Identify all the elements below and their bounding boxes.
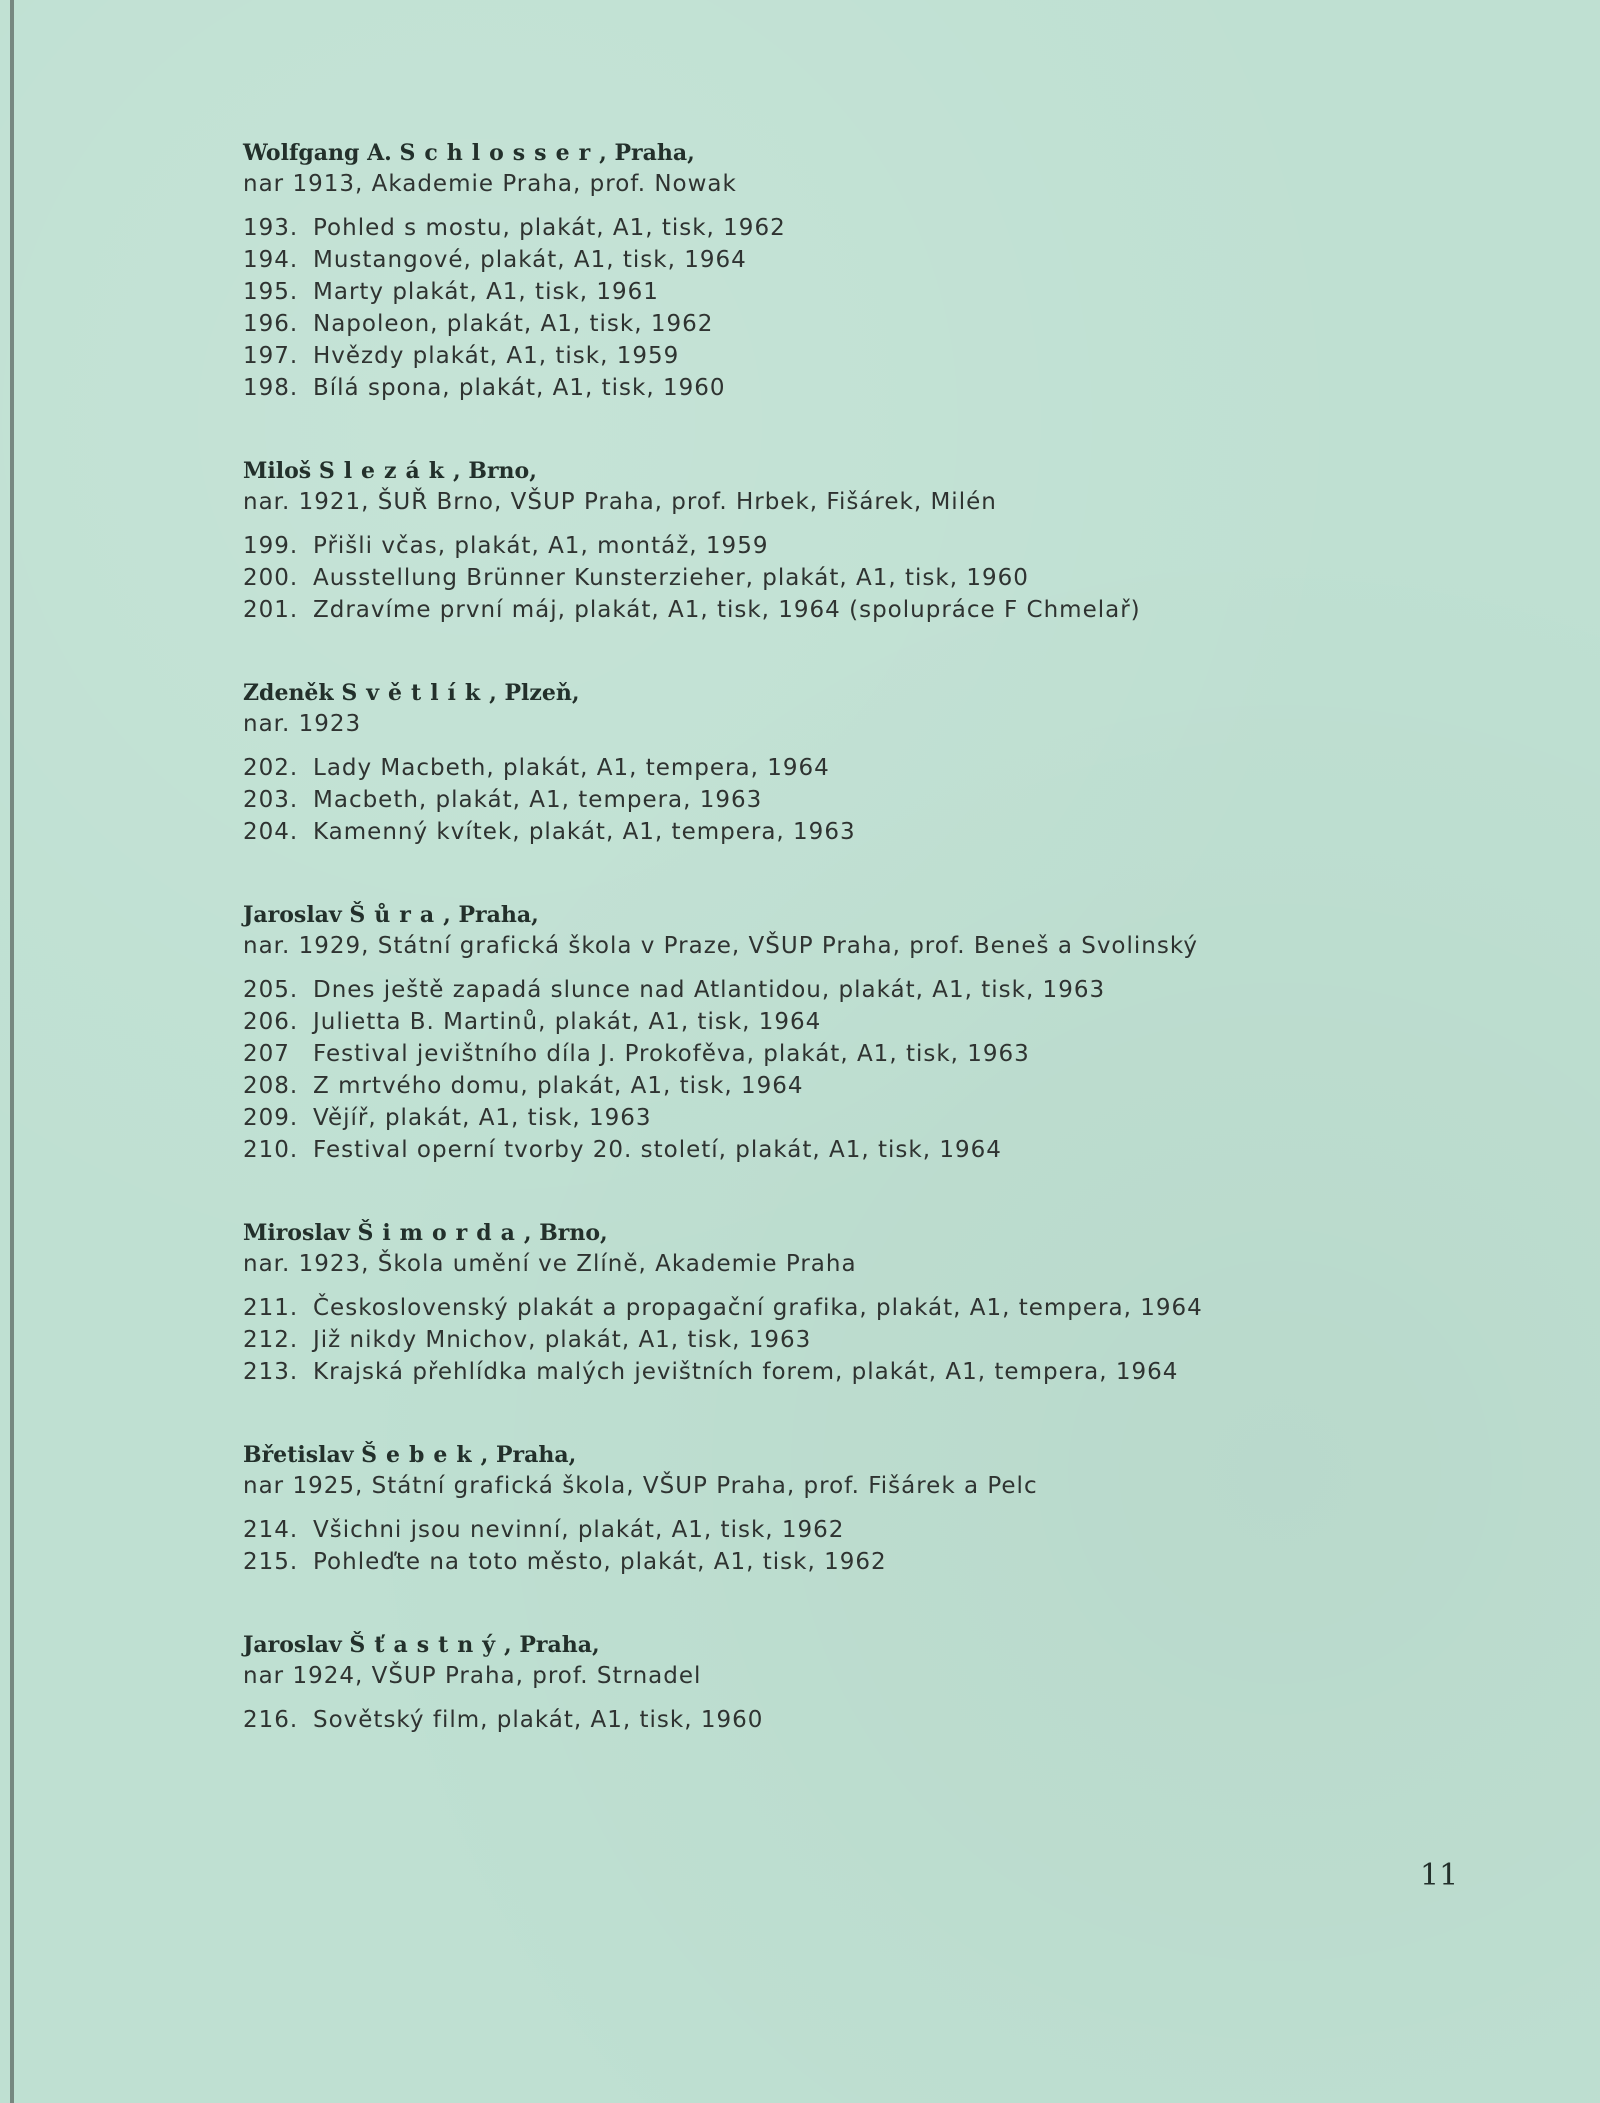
- work-title: Pohleďte na toto město, plakát, A1, tisk, 1962: [313, 1549, 887, 1575]
- work-item: [243, 1102, 1443, 1134]
- work-title: Lady Macbeth, plakát, A1, tempera, 1964: [313, 755, 830, 781]
- artist-name: [243, 678, 1443, 708]
- artist-first-name: Miloš: [243, 458, 312, 484]
- work-item: [243, 244, 1443, 276]
- work-item: [243, 784, 1443, 816]
- work-title: Mustangové, plakát, A1, tisk, 1964: [313, 247, 747, 273]
- artist-name: [243, 138, 1443, 168]
- work-number: 212.: [243, 1327, 299, 1353]
- work-item: [243, 752, 1443, 784]
- artist-bio: nar 1925, Státní grafická škola, VŠUP Praha, prof. Fišárek a Pelc: [243, 1473, 1038, 1499]
- artist-first-name: Břetislav: [243, 1442, 354, 1468]
- artist-first-name: Jaroslav: [243, 1632, 342, 1658]
- artist-bio: nar. 1923: [243, 711, 362, 737]
- artist-name: [243, 1218, 1443, 1248]
- work-item: [243, 974, 1443, 1006]
- artist-surname: Šůra: [349, 902, 444, 928]
- work-title: Hvězdy plakát, A1, tisk, 1959: [313, 343, 680, 369]
- work-number: 196.: [243, 311, 299, 337]
- artist-entry-sura: [243, 900, 1443, 1166]
- work-title: Přišli včas, plakát, A1, montáž, 1959: [313, 533, 769, 559]
- work-title: Festival jevištního díla J. Prokofěva, plakát, A1, tisk, 1963: [313, 1041, 1030, 1067]
- artist-entry-schlosser: [243, 138, 1443, 404]
- work-title: Sovětský film, plakát, A1, tisk, 1960: [313, 1707, 764, 1733]
- work-number: 195.: [243, 279, 299, 305]
- work-item: [243, 594, 1443, 626]
- artist-surname: Šťastný: [349, 1632, 505, 1658]
- work-title: Dnes ještě zapadá slunce nad Atlantidou, plakát, A1, tisk, 1963: [313, 977, 1106, 1003]
- work-item: [243, 1324, 1443, 1356]
- work-item: [243, 562, 1443, 594]
- works-list: [243, 1292, 1443, 1388]
- work-item: [243, 308, 1443, 340]
- works-list: [243, 1514, 1443, 1578]
- artist-entry-simorda: [243, 1218, 1443, 1388]
- artist-surname: Slezák: [318, 458, 454, 484]
- page-number: 11: [1420, 1858, 1459, 1893]
- artist-entry-svetlik: [243, 678, 1443, 848]
- work-number: 211.: [243, 1295, 299, 1321]
- work-number: 210.: [243, 1137, 299, 1163]
- work-item: [243, 340, 1443, 372]
- artist-entry-sebek: [243, 1440, 1443, 1578]
- artist-first-name: Jaroslav: [243, 902, 342, 928]
- work-title: Krajská přehlídka malých jevištních forem, plakát, A1, tempera, 1964: [313, 1359, 1179, 1385]
- work-number: 202.: [243, 755, 299, 781]
- artist-name: [243, 900, 1443, 930]
- work-title: Festival operní tvorby 20. století, plakát, A1, tisk, 1964: [313, 1137, 1002, 1163]
- work-title: Julietta B. Martinů, plakát, A1, tisk, 1964: [313, 1009, 822, 1035]
- artist-bio: nar 1913, Akademie Praha, prof. Nowak: [243, 171, 737, 197]
- work-title: Kamenný kvítek, plakát, A1, tempera, 1963: [313, 819, 856, 845]
- work-item: [243, 1038, 1443, 1070]
- work-item: [243, 212, 1443, 244]
- artist-city: , Praha,: [599, 140, 695, 166]
- artist-bio: nar 1924, VŠUP Praha, prof. Strnadel: [243, 1663, 702, 1689]
- artist-bio: nar. 1929, Státní grafická škola v Praze, VŠUP Praha, prof. Beneš a Svolinský: [243, 933, 1198, 959]
- work-number: 193.: [243, 215, 299, 241]
- artist-bio: nar. 1921, ŠUŘ Brno, VŠUP Praha, prof. Hrbek, Fišárek, Milén: [243, 489, 997, 515]
- artist-name: [243, 1630, 1443, 1660]
- work-item: [243, 1006, 1443, 1038]
- artist-first-name: Miroslav: [243, 1220, 350, 1246]
- artist-city: , Brno,: [523, 1220, 608, 1246]
- work-number: 213.: [243, 1359, 299, 1385]
- artist-list: [243, 138, 1443, 1788]
- work-number: 208.: [243, 1073, 299, 1099]
- work-number: 204.: [243, 819, 299, 845]
- work-title: Bílá spona, plakát, A1, tisk, 1960: [313, 375, 726, 401]
- work-title: Z mrtvého domu, plakát, A1, tisk, 1964: [313, 1073, 804, 1099]
- work-item: [243, 1134, 1443, 1166]
- work-title: Československý plakát a propagační grafika, plakát, A1, tempera, 1964: [313, 1295, 1203, 1321]
- artist-city: , Plzeň,: [489, 680, 580, 706]
- binding-edge: [10, 0, 14, 2103]
- work-number: 216.: [243, 1707, 299, 1733]
- works-list: [243, 530, 1443, 626]
- work-number: 205.: [243, 977, 299, 1003]
- work-item: [243, 372, 1443, 404]
- work-item: [243, 276, 1443, 308]
- work-number: 198.: [243, 375, 299, 401]
- work-number: 209.: [243, 1105, 299, 1131]
- artist-surname: Schlosser: [399, 140, 600, 166]
- work-number: 197.: [243, 343, 299, 369]
- artist-city: , Praha,: [480, 1442, 577, 1468]
- work-item: [243, 1070, 1443, 1102]
- artist-city: , Praha,: [443, 902, 539, 928]
- work-title: Marty plakát, A1, tisk, 1961: [313, 279, 659, 305]
- artist-city: , Brno,: [453, 458, 537, 484]
- work-item: [243, 1704, 1443, 1736]
- work-title: Napoleon, plakát, A1, tisk, 1962: [313, 311, 714, 337]
- work-number: 201.: [243, 597, 299, 623]
- artist-surname: Světlík: [341, 680, 490, 706]
- artist-surname: Šebek: [361, 1442, 481, 1468]
- artist-entry-stastny: [243, 1630, 1443, 1736]
- work-number: 194.: [243, 247, 299, 273]
- artist-bio: nar. 1923, Škola umění ve Zlíně, Akademie Praha: [243, 1251, 857, 1277]
- work-number: 203.: [243, 787, 299, 813]
- work-title: Již nikdy Mnichov, plakát, A1, tisk, 1963: [313, 1327, 812, 1353]
- work-title: Všichni jsou nevinní, plakát, A1, tisk, 1962: [313, 1517, 845, 1543]
- work-number: 214.: [243, 1517, 299, 1543]
- work-number: 206.: [243, 1009, 299, 1035]
- artist-name: [243, 1440, 1443, 1470]
- work-title: Ausstellung Brünner Kunsterzieher, plakát, A1, tisk, 1960: [313, 565, 1029, 591]
- works-list: [243, 212, 1443, 404]
- works-list: [243, 752, 1443, 848]
- artist-city: , Praha,: [504, 1632, 600, 1658]
- work-number: 207: [243, 1041, 290, 1067]
- work-item: [243, 1292, 1443, 1324]
- works-list: [243, 1704, 1443, 1736]
- work-item: [243, 530, 1443, 562]
- artist-entry-slezak: [243, 456, 1443, 626]
- work-number: 215.: [243, 1549, 299, 1575]
- work-number: 199.: [243, 533, 299, 559]
- work-title: Vějíř, plakát, A1, tisk, 1963: [313, 1105, 652, 1131]
- work-title: Macbeth, plakát, A1, tempera, 1963: [313, 787, 763, 813]
- artist-surname: Šimorda: [357, 1220, 524, 1246]
- work-item: [243, 1514, 1443, 1546]
- work-item: [243, 1546, 1443, 1578]
- artist-first-name: Wolfgang A.: [243, 140, 392, 166]
- work-title: Pohled s mostu, plakát, A1, tisk, 1962: [313, 215, 786, 241]
- artist-first-name: Zdeněk: [243, 680, 334, 706]
- work-item: [243, 1356, 1443, 1388]
- work-item: [243, 816, 1443, 848]
- work-title: Zdravíme první máj, plakát, A1, tisk, 1964 (spolupráce F Chmelař): [313, 597, 1141, 623]
- artist-name: [243, 456, 1443, 486]
- works-list: [243, 974, 1443, 1166]
- work-number: 200.: [243, 565, 299, 591]
